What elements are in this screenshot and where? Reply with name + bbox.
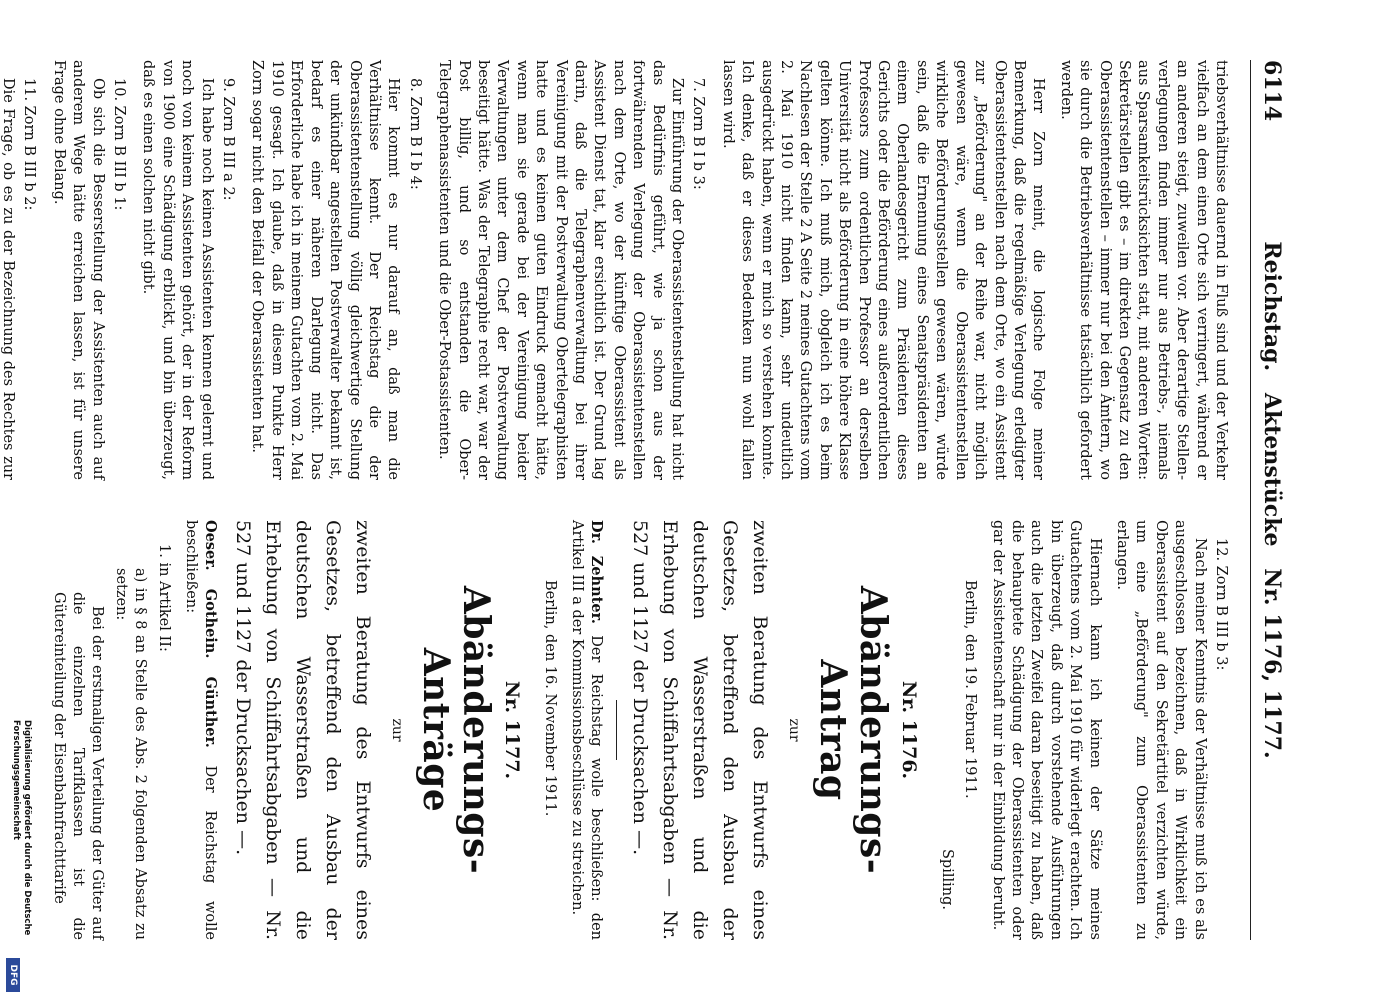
document-subject: zweiten Beratung des Entwurfs eines Gesetzes, betreffend den Ausbau der deutschen Wasserstraßen und die Erhebung von Schiffahrtsabgaben — Nr. 527 und 1127 der Drucksachen —. <box>232 520 375 940</box>
date-line: Berlin, den 19. Februar 1911. <box>962 580 979 799</box>
section-heading: 11. Zorn B III b 2: <box>21 78 38 211</box>
section-heading: 7. Zorn B I b 3: <box>690 78 707 190</box>
paragraph: Nach meiner Kenntnis der Verhältnisse muß ich es als ausgeschlossen bezeichnen, daß in Wirklichkeit ein Oberassistent auf den Sekretärtitel verzichten würde, um eine „Beförderung" zum Oberassistenten zu erlangen. <box>1113 520 1208 940</box>
divider <box>617 700 618 760</box>
section-heading: 12. Zorn B III b 3: <box>1213 538 1229 671</box>
paragraph: Ob sich die Besserstellung der Assistenten auch auf anderem Wege hätte erreichen lassen, ist für unsere Frage ohne Belang. <box>50 60 106 480</box>
document-title: Abänderungs-Anträge <box>414 585 497 875</box>
section-heading: 8. Zorn B I b 4: <box>406 78 423 190</box>
motion-text: Der Reichstag wolle beschließen: <box>183 520 219 940</box>
paragraph: Zur Einführung der Oberassistentenstellung hat nicht das Bedürfnis geführt, wie ja schon aus der fortwährenden Verlegung der Oberassistentenstellen nach dem Orte, wo der künftige Oberassistent als Assistent Dienst tat, klar ersichtlich ist. Der Grund lag darin, daß die Telegraphenverwaltung bei ihrer Vereinigung mit der Postverwaltung Obertelegraphisten hatte und es keinen guten Eindruck gemacht hätte, wenn man sie gerade bei der Vereinigung beider Verwaltungen unter dem Chef der Postverwaltung beseitigt hätte. Was der Telegraphie recht war, war der Post billig, und so entstanden die Ober-Telegraphenassistenten und die Ober-Postassistenten. <box>436 60 686 480</box>
motion-text: Der Reichstag wolle beschließen: den Artikel III a der Kommissionsbeschlüsse zu streichen. <box>569 520 605 941</box>
paragraph: Herr Zorn meint, die logische Folge meiner Bemerkung, daß die regelmäßige Verlegung erledigter Oberassistentenstellen nach dem Orte, wo ein Assistent zur „Beförderung" an der Reihe war, nicht möglich gewesen wäre, wenn die Oberassistentenstellen wirkliche Beförderungsstellen gewesen wären, würde sein, daß die Ernennung eines Senatspräsidenten an einem Oberlandesgericht zum Präsidenten dieses Gerichts oder die Beförderung eines außerordentlichen Professors zum ordentlichen Professor an derselben Universität nicht als Beförderung in eine höhere Klasse gelten könne. Ich muß mich, obgleich ich es beim Nachlesen der Stelle 2 A Seite 2 meines Gutachtens vom 2. Mai 1910 nicht finden kann, sehr undeutlich ausgedrückt haben, wenn er mich so verstehen konnte. Ich denke, daß er dieses Bedenken nun wohl fallen lassen wird. <box>719 60 1047 480</box>
dfg-logo: DFG <box>6 958 20 992</box>
paragraph: Hier kommt es nur darauf an, daß man die Verhältnisse kennt. Der Reichstag die der Oberassistentenstellung völlig gleichwertige Stellung der unkündbar angestellten Postverwalter bekannt ist, bedarf es einer näheren Darlegung nicht. Das Erforderliche habe ich in meinem Gutachten vom 2. Mai 1910 gesagt. Ich glaube, daß in diesem Punkte Herr Zorn sogar nicht den Beifall der Oberassistenten hat. <box>249 60 402 480</box>
document-number: Nr. 1177. <box>501 680 524 780</box>
signature: Spilling. <box>938 849 955 910</box>
right-column <box>46 520 1230 940</box>
motion-speaker: Dr. Zehnter. <box>588 520 606 624</box>
document-subject: zweiten Beratung des Entwurfs eines Gesetzes, betreffend den Ausbau der deutschen Wasserstraßen und die Erhebung von Schiffahrtsabgaben — Nr. 527 und 1127 der Drucksachen —. <box>629 520 772 940</box>
document-title: Abänderungs-Antrag <box>811 585 894 875</box>
page-header <box>1250 60 1285 940</box>
paragraph: Hiernach kann ich keinen der Sätze meines Gutachtens vom 2. Mai 1910 für widerlegt erachten. Ich bin überzeugt, daß durch vorstehende Ausführungen auch die letzten Zweifel daran beseitigt zu haben, daß die behauptete Schädigung der Oberassistenten oder gar der Assistentenschaft nur in der Einbildung beruht. <box>989 520 1103 940</box>
section-heading: 9. Zorn B III a 2: <box>220 78 237 201</box>
paragraph: Die Frage, ob es zu der Bezeichnung des Rechtes zur <box>0 78 17 480</box>
page-number: 6114 <box>1259 60 1285 122</box>
list-item-text: Bei der erstmaligen Verteilung der Güter auf die einzelnen Tarifklassen ist die Gütereinteilung der Eisenbahnfrachttarife <box>50 592 106 940</box>
motion-list <box>48 520 172 940</box>
paragraph: Ich habe noch keinen Assistenten kennen gelernt und noch von keinem Assistenten gehört, der in der Reform von 1900 eine Schädigung erblickt, und bin überzeugt, daß es einen solchen nicht gibt. <box>140 60 215 480</box>
motion-paragraph <box>567 520 607 940</box>
document-number: Nr. 1176. <box>898 680 921 780</box>
section-name: Aktenstücke <box>1259 392 1285 547</box>
publisher-name: Reichstag. <box>1259 241 1285 372</box>
section-heading: 10. Zorn B III b 1: <box>111 78 128 211</box>
motion-paragraph <box>181 520 221 940</box>
left-column <box>0 60 1230 480</box>
document-numbers: Nr. 1176, 1177. <box>1259 568 1285 759</box>
motion-speaker: Oeser. Gothein. Günther. <box>202 520 220 748</box>
title-connector: zur <box>785 718 802 742</box>
running-title <box>1259 60 1285 940</box>
date-line: Berlin, den 16. November 1911. <box>541 580 558 817</box>
list-item: a) in § 8 an Stelle des Abs. 2 folgenden Absatz zu setzen: <box>112 568 149 940</box>
digitization-note: Digitalisierung gefördert durch die Deutsche Forschungsgemeinschaft <box>11 720 32 936</box>
title-connector: zur <box>388 718 405 742</box>
list-item: 1. in Artikel II: <box>155 544 172 652</box>
paragraph: triebsverhältnisse dauernd in Fluß sind und der Verkehr vielfach an dem einen Orte sich verringert, während er an anderen steigt, zuweilen vor. Aber derartige Stellen-verlegungen finden immer nur aus Betriebs-, niemals aus Sparsamkeitsrücksichten statt, mit anderen Worten: Sekretärstellen gibt es – im direkten Gegensatz zu den Oberassistentenstellen – immer nur bei den Ämtern, wo sie durch die Betriebsverhältnisse tatsächlich gefordert werden. <box>1057 60 1229 480</box>
